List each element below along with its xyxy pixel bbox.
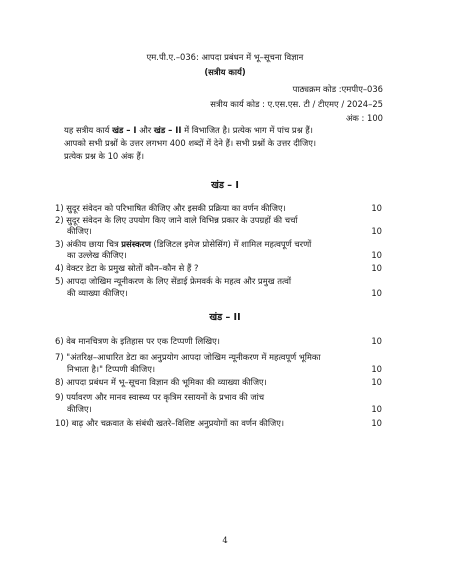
- document-subtitle: (सत्रीय कार्य): [204, 67, 246, 77]
- course-code: पाठ्यक्रम कोड :एमपीए–036: [292, 84, 383, 94]
- instructions-line-2: आपको सभी प्रश्नों के उत्तर लगभग 400 शब्दों में देने हैं। सभी प्रश्नों के उत्तर दीजिए।: [64, 138, 317, 148]
- question-8: 8) आपदा प्रबंधन में भू–सूचना विज्ञान की भूमिका की व्याख्या कीजिए।: [55, 377, 267, 387]
- question-6-marks: 10: [371, 336, 382, 346]
- instructions-line-1: [64, 125, 313, 136]
- question-5-line-2: की व्याख्या कीजिए।: [67, 288, 128, 298]
- question-4: 4) वेक्टर डेटा के प्रमुख स्रोतों कौन–कौन से हैं ?: [55, 263, 199, 273]
- document-title: एम.पी.ए.–036: आपदा प्रबंधन में भू–सूचना विज्ञान: [146, 52, 304, 62]
- question-3-marks: 10: [371, 250, 382, 260]
- question-9-line-1: 9) पर्यावरण और मानव स्वास्थ्य पर कृत्रिम रसायनों के प्रभाव की जांच: [55, 392, 265, 402]
- section-2-heading: खंड – II: [209, 312, 241, 323]
- assignment-code: सत्रीय कार्य कोड : ए.एस.एस. टी / टीएमए / 2024–25: [210, 99, 383, 109]
- section-ref-1: खंड – I: [112, 125, 137, 135]
- question-1: 1) सुदूर संवेदन को परिभाषित कीजिए और इसकी प्रक्रिया का वर्णन कीजिए।: [55, 203, 286, 213]
- question-3-bold-term: प्रसंस्करण: [121, 239, 151, 249]
- question-7-line-2: निभाता है।" टिप्पणी कीजिए।: [67, 364, 156, 374]
- question-3-text: (डिजिटल इमेज प्रोसेसिंग) में शामिल महत्वपूर्ण चरणों: [150, 239, 312, 249]
- question-9-line-2: कीजिए।: [67, 404, 92, 414]
- question-5-marks: 10: [371, 288, 382, 298]
- question-3-text: 3) अंकीय छाया चित्र: [55, 239, 122, 249]
- question-7-line-1: 7) "अंतरिक्ष–आधारित डेटा का अनुप्रयोग आपदा जोखिम न्यूनीकरण में महत्वपूर्ण भूमिका: [55, 352, 321, 362]
- section-ref-2: खंड – II: [153, 125, 182, 135]
- question-8-marks: 10: [371, 377, 382, 387]
- section-1-heading: खंड – I: [211, 180, 239, 191]
- question-4-marks: 10: [371, 263, 382, 273]
- question-7-marks: 10: [371, 364, 382, 374]
- instructions-text: में विभाजित है। प्रत्येक भाग में पांच प्रश्न हैं।: [181, 125, 313, 135]
- question-1-marks: 10: [371, 203, 382, 213]
- question-3-line-2: का उल्लेख कीजिए।: [67, 250, 127, 260]
- instructions-text: यह सत्रीय कार्य: [64, 125, 113, 135]
- question-5-line-1: 5) आपदा जोखिम न्यूनीकरण के लिए सेंडाई फ्रेमवर्क के महत्व और प्रमुख तत्वों: [55, 276, 292, 286]
- instructions-text: और: [136, 125, 154, 135]
- question-2-line-2: कीजिए।: [67, 226, 92, 236]
- question-9-marks: 10: [371, 404, 382, 414]
- question-10: 10) बाढ़ और चक्रवात के संबंधी खतरे–विशिष्ट अनुप्रयोगों का वर्णन कीजिए।: [55, 418, 285, 428]
- question-10-marks: 10: [371, 418, 382, 428]
- page-number: 4: [222, 535, 228, 545]
- instructions-line-3: प्रत्येक प्रश्न के 10 अंक हैं।: [64, 151, 145, 161]
- total-marks: अंक : 100: [346, 113, 383, 123]
- question-6: 6) वेब मानचित्रण के इतिहास पर एक टिप्पणी लिखिए।: [55, 336, 220, 346]
- question-2-marks: 10: [371, 226, 382, 236]
- question-2-line-1: 2) सुदूर संवेदन के लिए उपयोग किए जाने वाले विभिन्न प्रकार के उपग्रहों की चर्चा: [55, 215, 298, 225]
- question-3-line-1: [55, 239, 311, 250]
